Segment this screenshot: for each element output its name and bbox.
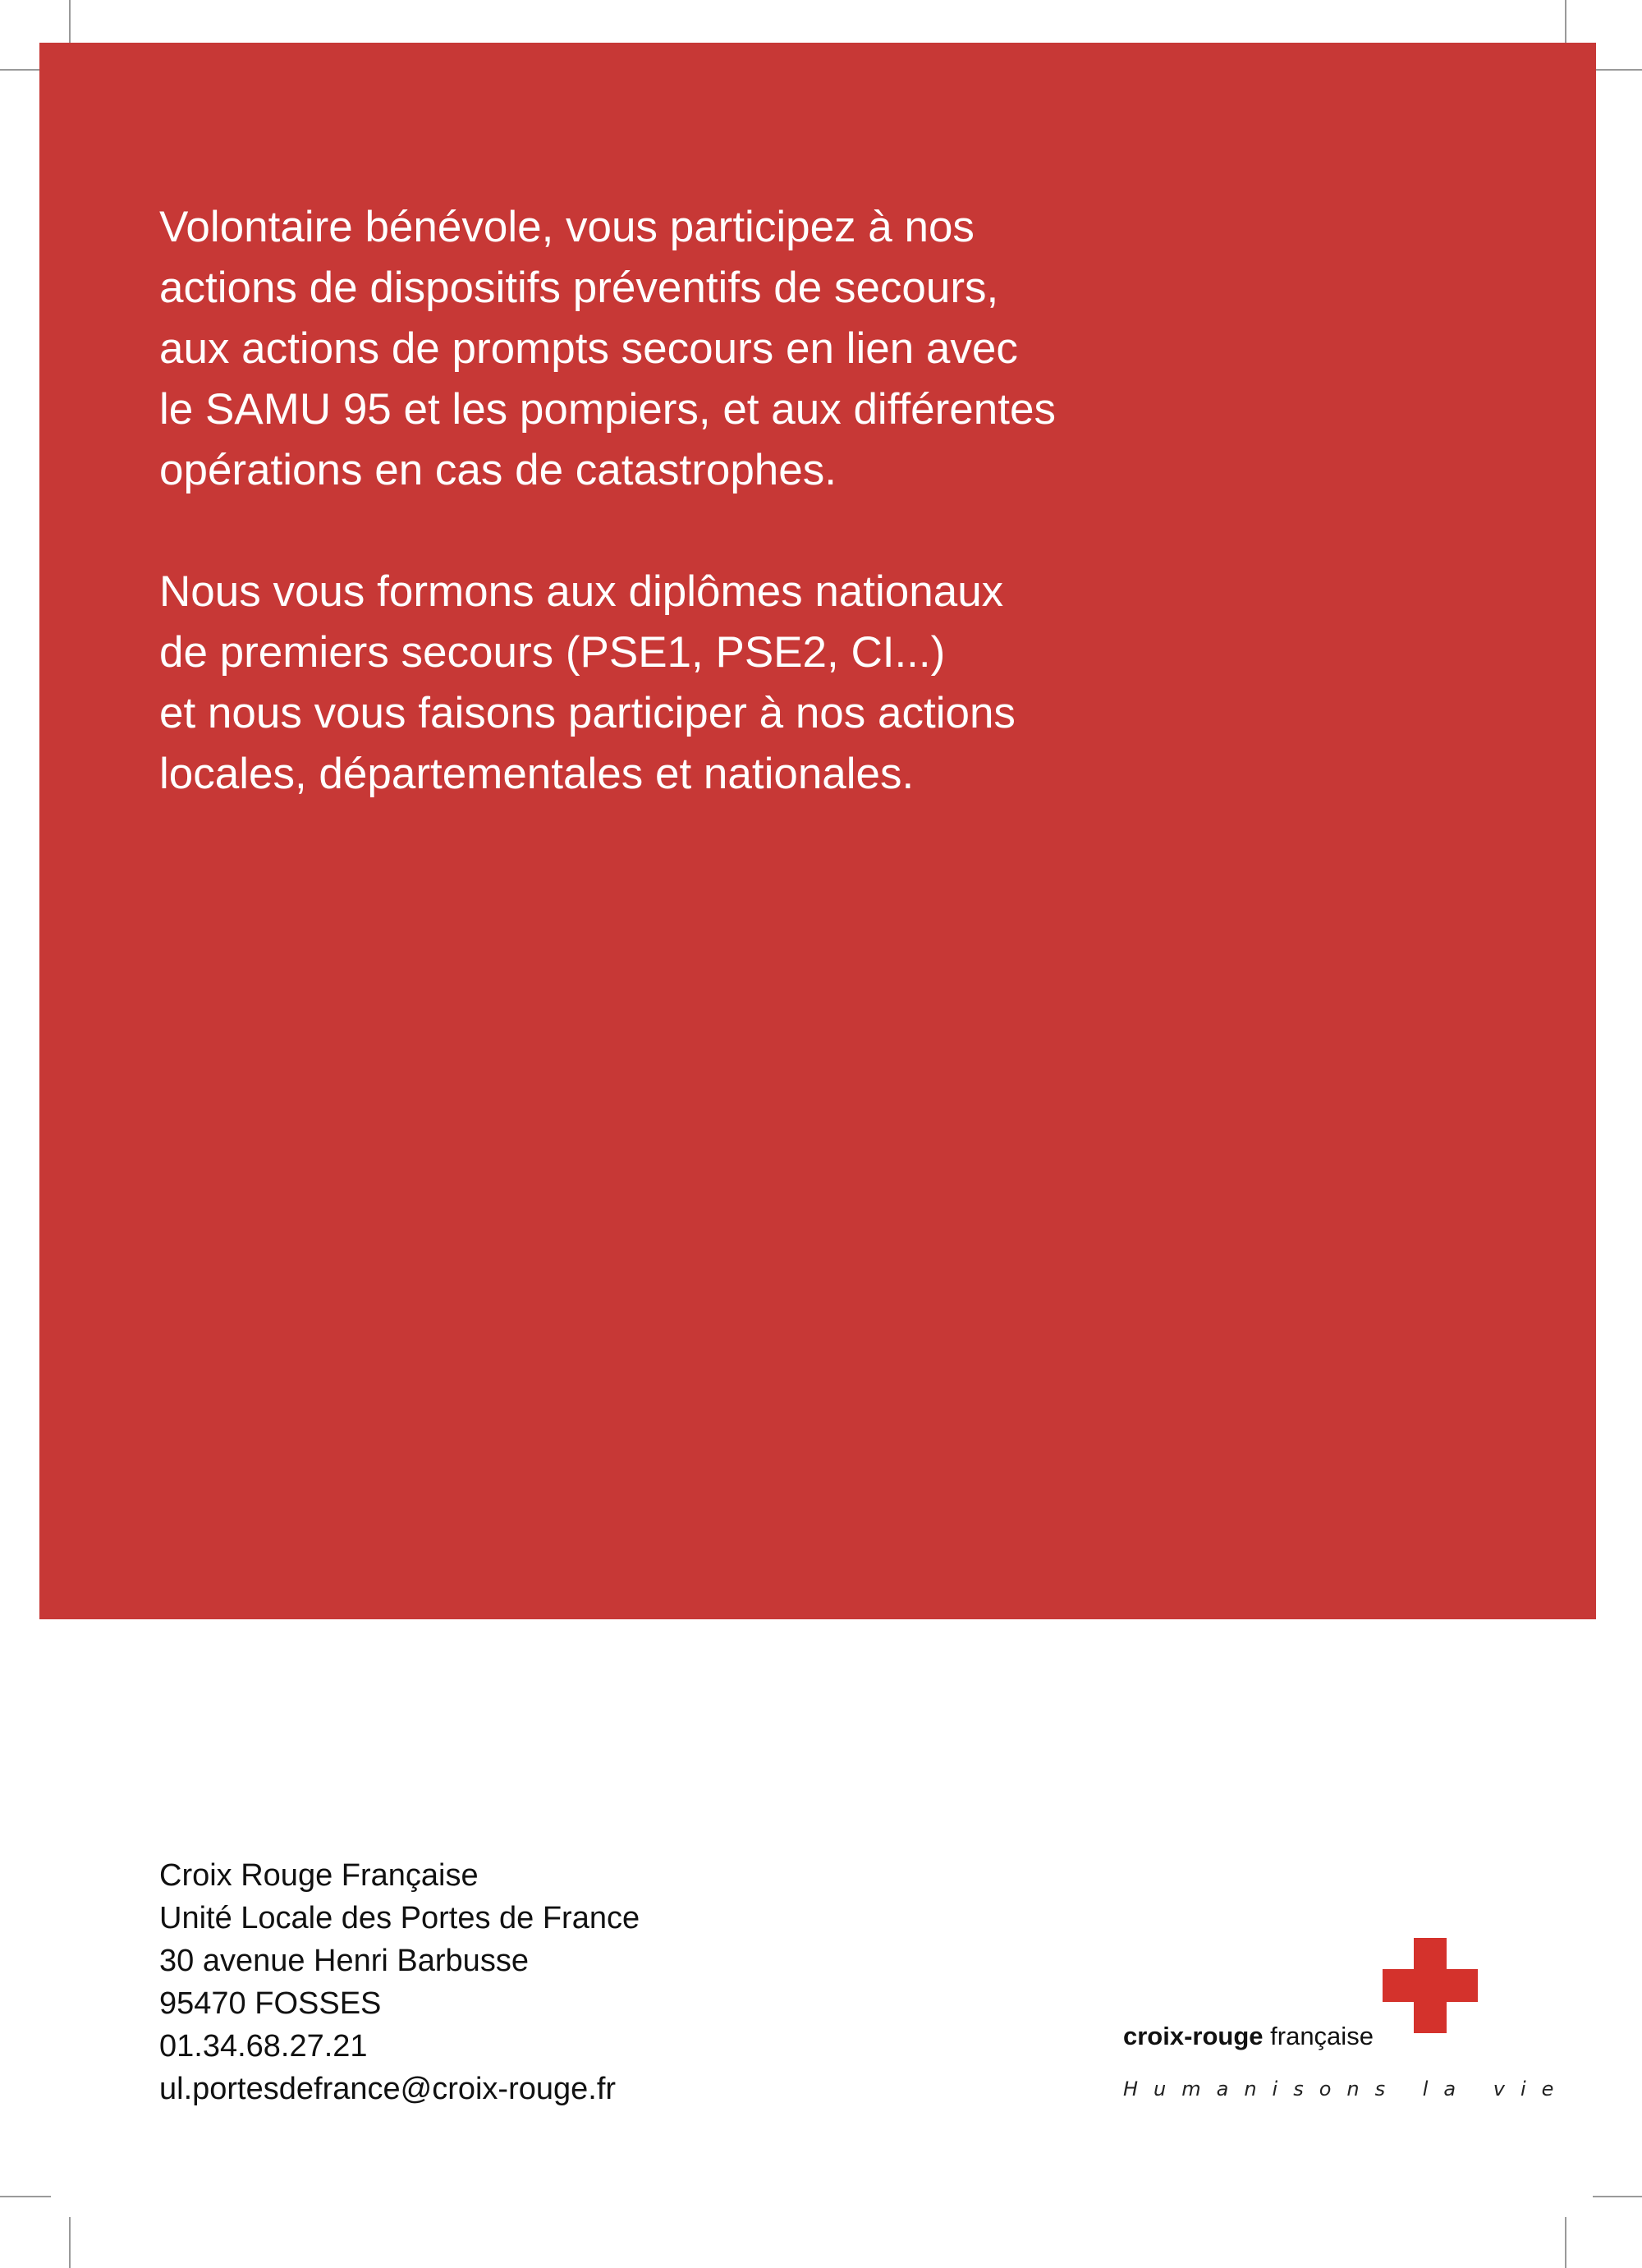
paragraph-training	[159, 562, 1391, 805]
text-line: locales, départementales et nationales.	[159, 750, 915, 798]
crop-mark	[0, 2196, 51, 2197]
text-line: et nous vous faisons participer à nos actions	[159, 689, 1016, 737]
logo-name-regular: française	[1263, 2022, 1374, 2050]
text-line: opérations en cas de catastrophes.	[159, 446, 837, 494]
unit-name: Unité Locale des Portes de France	[159, 1901, 640, 1935]
logo-name-bold: croix-rouge	[1123, 2022, 1264, 2050]
phone-number: 01.34.68.27.21	[159, 2029, 368, 2064]
text-line: Nous vous formons aux diplômes nationaux	[159, 567, 1004, 616]
text-line: le SAMU 95 et les pompiers, et aux différentes	[159, 385, 1056, 434]
text-line: actions de dispositifs préventifs de secours,	[159, 264, 999, 312]
paragraph-volunteer	[159, 197, 1391, 501]
croix-rouge-logo	[1117, 1938, 1570, 2119]
logo-tagline: Humanisons la vie	[1123, 2077, 1570, 2100]
postal-city: 95470 FOSSES	[159, 1986, 382, 2021]
street-address: 30 avenue Henri Barbusse	[159, 1944, 529, 1978]
crop-mark	[1593, 69, 1642, 71]
text-line: de premiers secours (PSE1, PSE2, CI...)	[159, 628, 946, 677]
logo-wordmark	[1123, 2022, 1374, 2051]
contact-address	[159, 1854, 640, 2110]
red-cross-icon	[1383, 1938, 1478, 2033]
crop-mark	[1565, 2217, 1566, 2268]
intro-text	[159, 197, 1391, 865]
crop-mark	[69, 2217, 71, 2268]
email-link[interactable]: ul.portesdefrance@croix-rouge.fr	[159, 2072, 617, 2106]
org-name: Croix Rouge Française	[159, 1858, 479, 1893]
crop-mark	[1593, 2196, 1642, 2197]
text-line: Volontaire bénévole, vous participez à nos	[159, 203, 975, 251]
text-line: aux actions de prompts secours en lien avec	[159, 324, 1018, 373]
